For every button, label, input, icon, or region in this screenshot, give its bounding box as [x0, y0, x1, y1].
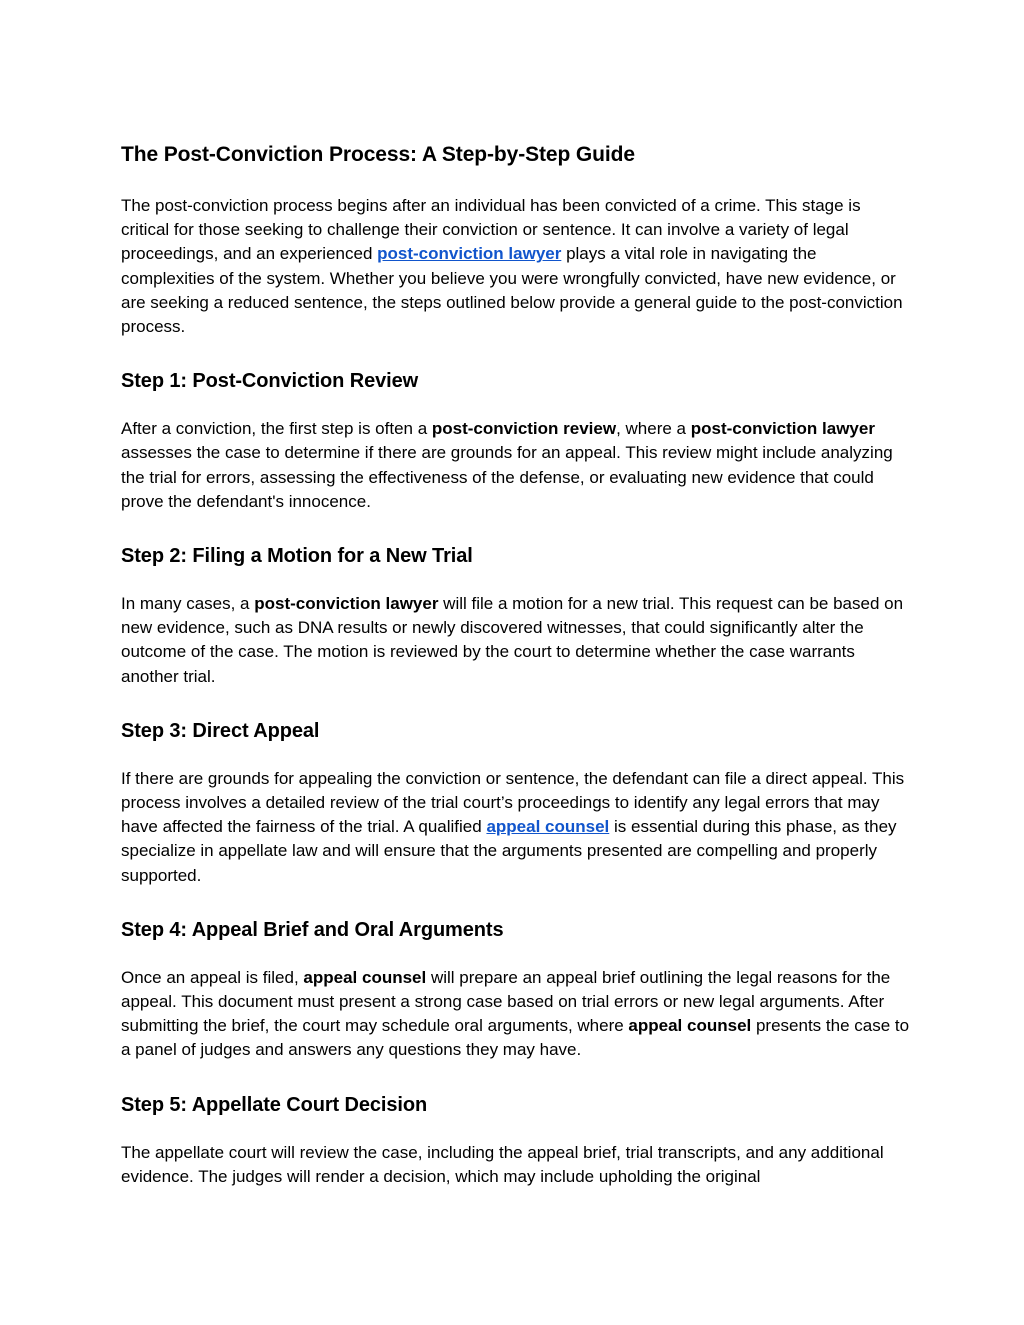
- step-3-heading: Step 3: Direct Appeal: [121, 719, 320, 742]
- step-3-paragraph: [121, 767, 911, 888]
- document-page: [121, 138, 911, 1215]
- step-2-text-1: In many cases, a: [121, 594, 255, 614]
- step-4-heading: Step 4: Appeal Brief and Oral Arguments: [121, 918, 504, 941]
- step-5-text-1: The appellate court will review the case, including the appeal brief, trial transcripts, and any additional evidence. The judges will render a decision, which may include upholding the original: [121, 1142, 884, 1186]
- step-3-text-2: is essential during this phase, as they specialize in appellate law and will ensure that the arguments presented are compelling and properly supported.: [121, 817, 897, 885]
- step-4-bold-1: appeal counsel: [303, 967, 427, 987]
- step-1-heading: Step 1: Post-Conviction Review: [121, 370, 419, 393]
- step-1-text-2: , where a: [616, 419, 691, 439]
- intro-paragraph: [121, 194, 911, 339]
- appeal-counsel-link[interactable]: appeal counsel: [486, 817, 610, 837]
- step-5-paragraph: [121, 1141, 911, 1189]
- step-2-text-2: will file a motion for a new trial. This request can be based on new evidence, such as DNA results or newly discovered witnesses, that could significantly alter the outcome of the case. The motion is reviewed by the court to determine whether the case warrants another trial.: [121, 594, 904, 686]
- step-4-bold-2: appeal counsel: [628, 1016, 752, 1036]
- step-4-paragraph: [121, 966, 911, 1063]
- intro-text-1: The post-conviction process begins after an individual has been convicted of a crime. This stage is critical for those seeking to challenge their conviction or sentence. It can involve a variety of legal proceedings, and an experienced: [121, 196, 861, 264]
- post-conviction-lawyer-link[interactable]: post-conviction lawyer: [377, 244, 562, 264]
- step-1-bold-1: post-conviction review: [431, 419, 617, 439]
- step-5-heading: Step 5: Appellate Court Decision: [121, 1093, 428, 1116]
- intro-text-2: plays a vital role in navigating the complexities of the system. Whether you believe you were wrongfully convicted, have new evidence, or are seeking a reduced sentence, the steps outlined below provide a general guide to the post-conviction process.: [121, 244, 903, 337]
- step-2-paragraph: [121, 592, 911, 689]
- step-1-text-3: assesses the case to determine if there are grounds for an appeal. This review might include analyzing the trial for errors, assessing the effectiveness of the defense, or evaluating new evidence that could prove the defendant's innocence.: [121, 443, 893, 511]
- step-4-text-3: presents the case to a panel of judges and answers any questions they may have.: [121, 1016, 910, 1060]
- step-1-text-1: After a conviction, the first step is often a: [121, 419, 432, 439]
- step-2-heading: Step 2: Filing a Motion for a New Trial: [121, 545, 473, 568]
- page-title: The Post-Conviction Process: A Step-by-Step Guide: [121, 143, 635, 166]
- step-3-text-1: If there are grounds for appealing the conviction or sentence, the defendant can file a direct appeal. This process involves a detailed review of the trial court’s proceedings to identify any legal errors that may have affected the fairness of the trial. A qualified: [121, 768, 905, 837]
- step-4-text-1: Once an appeal is filed,: [121, 967, 304, 987]
- step-4-text-2: will prepare an appeal brief outlining the legal reasons for the appeal. This document must present a strong case based on trial errors or new legal arguments. After submitting the brief, the court may schedule oral arguments, where: [121, 967, 891, 1036]
- step-1-paragraph: [121, 417, 911, 514]
- step-1-bold-2: post-conviction lawyer: [690, 419, 875, 439]
- step-2-bold-1: post-conviction lawyer: [254, 594, 439, 614]
